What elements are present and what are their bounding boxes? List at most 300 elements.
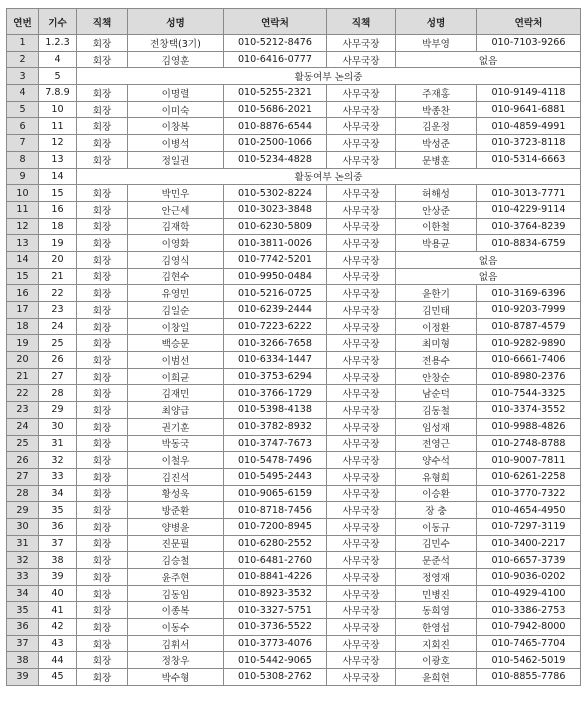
secretary-none-note: 없음 (396, 51, 581, 68)
row-number: 39 (7, 669, 39, 686)
president-name: 진문필 (128, 535, 224, 552)
secretary-name: 한영섭 (396, 619, 477, 636)
secretary-role: 사무국장 (327, 218, 396, 235)
president-name: 박수형 (128, 669, 224, 686)
generation: 29 (39, 402, 77, 419)
president-role: 회장 (77, 435, 128, 452)
secretary-phone: 010-7297-3119 (477, 518, 581, 535)
president-name: 김영훈 (128, 51, 224, 68)
secretary-name: 박부영 (396, 35, 477, 52)
president-role: 회장 (77, 35, 128, 52)
secretary-phone: 010-7942-8000 (477, 619, 581, 636)
activity-note: 활동여부 논의중 (77, 168, 581, 185)
generation: 35 (39, 502, 77, 519)
president-phone: 010-6280-2552 (224, 535, 327, 552)
secretary-name: 이정환 (396, 318, 477, 335)
secretary-role: 사무국장 (327, 135, 396, 152)
president-phone: 010-5212-8476 (224, 35, 327, 52)
president-phone: 010-6416-0777 (224, 51, 327, 68)
president-role: 회장 (77, 452, 128, 469)
secretary-phone: 010-3013-7771 (477, 185, 581, 202)
secretary-role: 사무국장 (327, 418, 396, 435)
table-row (7, 652, 581, 669)
row-number: 20 (7, 352, 39, 369)
generation: 5 (39, 68, 77, 85)
generation: 39 (39, 569, 77, 586)
president-role: 회장 (77, 368, 128, 385)
table-row (7, 235, 581, 252)
secretary-name: 박종찬 (396, 101, 477, 118)
row-number: 29 (7, 502, 39, 519)
secretary-role: 사무국장 (327, 51, 396, 68)
secretary-phone: 010-3374-3552 (477, 402, 581, 419)
table-row (7, 352, 581, 369)
generation: 25 (39, 335, 77, 352)
president-name: 이창복 (128, 118, 224, 135)
generation: 24 (39, 318, 77, 335)
president-name: 김일순 (128, 302, 224, 319)
table-row (7, 51, 581, 68)
president-role: 회장 (77, 251, 128, 268)
secretary-name: 동희영 (396, 602, 477, 619)
president-name: 김휘서 (128, 635, 224, 652)
secretary-name: 윤희현 (396, 669, 477, 686)
secretary-role: 사무국장 (327, 368, 396, 385)
row-number: 3 (7, 68, 39, 85)
row-number: 18 (7, 318, 39, 335)
table-row (7, 251, 581, 268)
table-row (7, 68, 581, 85)
table-row (7, 602, 581, 619)
president-phone: 010-3327-5751 (224, 602, 327, 619)
president-role: 회장 (77, 569, 128, 586)
generation: 23 (39, 302, 77, 319)
president-role: 회장 (77, 669, 128, 686)
secretary-name: 유형희 (396, 468, 477, 485)
table-row (7, 218, 581, 235)
secretary-phone: 010-7544-3325 (477, 385, 581, 402)
secretary-name: 최미형 (396, 335, 477, 352)
president-name: 양병윤 (128, 518, 224, 535)
president-name: 이창일 (128, 318, 224, 335)
generation: 42 (39, 619, 77, 636)
row-number: 12 (7, 218, 39, 235)
president-role: 회장 (77, 268, 128, 285)
generation: 15 (39, 185, 77, 202)
secretary-name: 윤한기 (396, 285, 477, 302)
secretary-role: 사무국장 (327, 118, 396, 135)
table-row (7, 185, 581, 202)
president-phone: 010-5302-8224 (224, 185, 327, 202)
secretary-phone: 010-9007-7811 (477, 452, 581, 469)
generation: 38 (39, 552, 77, 569)
table-row (7, 201, 581, 218)
activity-note: 활동여부 논의중 (77, 68, 581, 85)
row-number: 16 (7, 285, 39, 302)
secretary-role: 사무국장 (327, 402, 396, 419)
row-number: 1 (7, 35, 39, 52)
president-role: 회장 (77, 619, 128, 636)
president-name: 이동수 (128, 619, 224, 636)
table-row (7, 318, 581, 335)
president-name: 김재학 (128, 218, 224, 235)
president-phone: 010-3023-3848 (224, 201, 327, 218)
table-row (7, 35, 581, 52)
secretary-phone: 010-8834-6759 (477, 235, 581, 252)
secretary-name: 안창순 (396, 368, 477, 385)
president-name: 이철우 (128, 452, 224, 469)
president-phone: 010-5442-9065 (224, 652, 327, 669)
secretary-role: 사무국장 (327, 435, 396, 452)
secretary-none-note: 없음 (396, 251, 581, 268)
generation: 16 (39, 201, 77, 218)
secretary-role: 사무국장 (327, 635, 396, 652)
row-number: 6 (7, 118, 39, 135)
president-role: 회장 (77, 635, 128, 652)
president-name: 김재민 (128, 385, 224, 402)
secretary-phone: 010-9282-9890 (477, 335, 581, 352)
president-name: 백승문 (128, 335, 224, 352)
president-phone: 010-5216-0725 (224, 285, 327, 302)
table-row (7, 435, 581, 452)
generation: 14 (39, 168, 77, 185)
row-number: 31 (7, 535, 39, 552)
secretary-name: 임성재 (396, 418, 477, 435)
president-role: 회장 (77, 201, 128, 218)
president-name: 박민우 (128, 185, 224, 202)
president-role: 회장 (77, 418, 128, 435)
generation: 21 (39, 268, 77, 285)
secretary-name: 이광호 (396, 652, 477, 669)
president-role: 회장 (77, 402, 128, 419)
table-row (7, 135, 581, 152)
generation: 37 (39, 535, 77, 552)
president-name: 김동임 (128, 585, 224, 602)
president-name: 박동국 (128, 435, 224, 452)
secretary-role: 사무국장 (327, 318, 396, 335)
secretary-phone: 010-9149-4118 (477, 85, 581, 102)
table-row (7, 619, 581, 636)
secretary-role: 사무국장 (327, 235, 396, 252)
row-number: 19 (7, 335, 39, 352)
generation: 45 (39, 669, 77, 686)
table-row (7, 535, 581, 552)
secretary-phone: 010-9641-6881 (477, 101, 581, 118)
secretary-phone: 010-9036-0202 (477, 569, 581, 586)
president-phone: 010-5234-4828 (224, 151, 327, 168)
generation: 28 (39, 385, 77, 402)
president-phone: 010-7200-8945 (224, 518, 327, 535)
secretary-role: 사무국장 (327, 652, 396, 669)
secretary-phone: 010-8980-2376 (477, 368, 581, 385)
secretary-name: 정영재 (396, 569, 477, 586)
table-row (7, 468, 581, 485)
secretary-role: 사무국장 (327, 502, 396, 519)
president-phone: 010-8923-3532 (224, 585, 327, 602)
secretary-phone: 010-8855-7786 (477, 669, 581, 686)
secretary-name: 전용수 (396, 352, 477, 369)
header-president-name: 성명 (128, 9, 224, 35)
secretary-role: 사무국장 (327, 535, 396, 552)
row-number: 27 (7, 468, 39, 485)
table-row (7, 585, 581, 602)
president-name: 이명렬 (128, 85, 224, 102)
president-phone: 010-8841-4226 (224, 569, 327, 586)
president-role: 회장 (77, 352, 128, 369)
president-name: 이범선 (128, 352, 224, 369)
secretary-phone: 010-2748-8788 (477, 435, 581, 452)
secretary-name: 문준석 (396, 552, 477, 569)
president-name: 김영식 (128, 251, 224, 268)
generation: 32 (39, 452, 77, 469)
table-row (7, 85, 581, 102)
secretary-role: 사무국장 (327, 468, 396, 485)
row-number: 37 (7, 635, 39, 652)
president-name: 이병석 (128, 135, 224, 152)
generation: 41 (39, 602, 77, 619)
president-name: 이영화 (128, 235, 224, 252)
secretary-phone: 010-3400-2217 (477, 535, 581, 552)
secretary-role: 사무국장 (327, 285, 396, 302)
president-name: 이종복 (128, 602, 224, 619)
secretary-role: 사무국장 (327, 485, 396, 502)
row-number: 22 (7, 385, 39, 402)
president-role: 회장 (77, 552, 128, 569)
secretary-name: 남순덕 (396, 385, 477, 402)
president-phone: 010-3753-6294 (224, 368, 327, 385)
president-name: 황성욱 (128, 485, 224, 502)
secretary-name: 박성준 (396, 135, 477, 152)
row-number: 17 (7, 302, 39, 319)
header-president-phone: 연락처 (224, 9, 327, 35)
secretary-role: 사무국장 (327, 518, 396, 535)
secretary-role: 사무국장 (327, 101, 396, 118)
president-name: 이희균 (128, 368, 224, 385)
secretary-name: 주재홍 (396, 85, 477, 102)
row-number: 32 (7, 552, 39, 569)
secretary-role: 사무국장 (327, 602, 396, 619)
president-phone: 010-6334-1447 (224, 352, 327, 369)
president-name: 전창택(3기) (128, 35, 224, 52)
president-phone: 010-5495-2443 (224, 468, 327, 485)
secretary-phone: 010-9203-7999 (477, 302, 581, 319)
secretary-name: 허해성 (396, 185, 477, 202)
president-name: 김승철 (128, 552, 224, 569)
secretary-phone: 010-8787-4579 (477, 318, 581, 335)
generation: 44 (39, 652, 77, 669)
president-role: 회장 (77, 235, 128, 252)
secretary-role: 사무국장 (327, 619, 396, 636)
president-role: 회장 (77, 101, 128, 118)
secretary-role: 사무국장 (327, 452, 396, 469)
president-name: 권기훈 (128, 418, 224, 435)
president-role: 회장 (77, 535, 128, 552)
president-phone: 010-5255-2321 (224, 85, 327, 102)
president-name: 안근세 (128, 201, 224, 218)
president-name: 윤주현 (128, 569, 224, 586)
generation: 13 (39, 151, 77, 168)
row-number: 10 (7, 185, 39, 202)
president-role: 회장 (77, 51, 128, 68)
president-role: 회장 (77, 335, 128, 352)
generation: 33 (39, 468, 77, 485)
president-phone: 010-9950-0484 (224, 268, 327, 285)
secretary-phone: 010-3386-2753 (477, 602, 581, 619)
table-row (7, 168, 581, 185)
generation: 4 (39, 51, 77, 68)
generation: 40 (39, 585, 77, 602)
generation: 43 (39, 635, 77, 652)
secretary-phone: 010-7465-7704 (477, 635, 581, 652)
secretary-phone: 010-3169-6396 (477, 285, 581, 302)
secretary-phone: 010-4859-4991 (477, 118, 581, 135)
header-secretary-role: 직책 (327, 9, 396, 35)
secretary-role: 사무국장 (327, 569, 396, 586)
table-row (7, 669, 581, 686)
generation: 22 (39, 285, 77, 302)
secretary-role: 사무국장 (327, 352, 396, 369)
row-number: 5 (7, 101, 39, 118)
president-phone: 010-3747-7673 (224, 435, 327, 452)
table-row (7, 402, 581, 419)
generation: 34 (39, 485, 77, 502)
president-phone: 010-6239-2444 (224, 302, 327, 319)
president-phone: 010-7223-6222 (224, 318, 327, 335)
row-number: 13 (7, 235, 39, 252)
table-row (7, 268, 581, 285)
president-role: 회장 (77, 135, 128, 152)
row-number: 23 (7, 402, 39, 419)
row-number: 8 (7, 151, 39, 168)
generation: 18 (39, 218, 77, 235)
table-row (7, 368, 581, 385)
table-row (7, 502, 581, 519)
row-number: 7 (7, 135, 39, 152)
secretary-role: 사무국장 (327, 251, 396, 268)
president-phone: 010-5478-7496 (224, 452, 327, 469)
secretary-name: 이동규 (396, 518, 477, 535)
president-phone: 010-3773-4076 (224, 635, 327, 652)
secretary-name: 안상준 (396, 201, 477, 218)
president-role: 회장 (77, 218, 128, 235)
president-phone: 010-6230-5809 (224, 218, 327, 235)
secretary-role: 사무국장 (327, 85, 396, 102)
secretary-role: 사무국장 (327, 302, 396, 319)
generation: 27 (39, 368, 77, 385)
secretary-phone: 010-5314-6663 (477, 151, 581, 168)
secretary-name: 장 충 (396, 502, 477, 519)
secretary-role: 사무국장 (327, 201, 396, 218)
president-phone: 010-3811-0026 (224, 235, 327, 252)
row-number: 35 (7, 602, 39, 619)
generation: 36 (39, 518, 77, 535)
president-role: 회장 (77, 502, 128, 519)
president-name: 김현수 (128, 268, 224, 285)
president-role: 회장 (77, 85, 128, 102)
president-role: 회장 (77, 585, 128, 602)
secretary-role: 사무국장 (327, 669, 396, 686)
row-number: 28 (7, 485, 39, 502)
header-row (7, 9, 581, 35)
table-row (7, 452, 581, 469)
table-row (7, 518, 581, 535)
secretary-phone: 010-5462-5019 (477, 652, 581, 669)
secretary-name: 양수석 (396, 452, 477, 469)
secretary-phone: 010-6261-2258 (477, 468, 581, 485)
row-number: 14 (7, 251, 39, 268)
header-president-role: 직책 (77, 9, 128, 35)
secretary-role: 사무국장 (327, 35, 396, 52)
secretary-phone: 010-9988-4826 (477, 418, 581, 435)
generation: 11 (39, 118, 77, 135)
secretary-name: 김동철 (396, 402, 477, 419)
header-secretary-name: 성명 (396, 9, 477, 35)
president-phone: 010-5308-2762 (224, 669, 327, 686)
generation: 20 (39, 251, 77, 268)
president-role: 회장 (77, 652, 128, 669)
row-number: 30 (7, 518, 39, 535)
secretary-name: 이한철 (396, 218, 477, 235)
secretary-role: 사무국장 (327, 335, 396, 352)
secretary-role: 사무국장 (327, 268, 396, 285)
header-generation: 기수 (39, 9, 77, 35)
table-row (7, 635, 581, 652)
table-row (7, 118, 581, 135)
generation: 1.2.3 (39, 35, 77, 52)
president-role: 회장 (77, 302, 128, 319)
row-number: 2 (7, 51, 39, 68)
table-row (7, 285, 581, 302)
row-number: 36 (7, 619, 39, 636)
table-row (7, 335, 581, 352)
president-name: 정일권 (128, 151, 224, 168)
table-row (7, 485, 581, 502)
secretary-name: 민병진 (396, 585, 477, 602)
president-role: 회장 (77, 318, 128, 335)
contact-table (6, 8, 581, 686)
president-role: 회장 (77, 185, 128, 202)
secretary-name: 김운정 (396, 118, 477, 135)
secretary-name: 김민태 (396, 302, 477, 319)
table-row (7, 418, 581, 435)
secretary-role: 사무국장 (327, 185, 396, 202)
secretary-name: 김민수 (396, 535, 477, 552)
secretary-name: 문병훈 (396, 151, 477, 168)
president-name: 정창우 (128, 652, 224, 669)
president-phone: 010-5398-4138 (224, 402, 327, 419)
table-row (7, 569, 581, 586)
president-role: 회장 (77, 285, 128, 302)
president-role: 회장 (77, 602, 128, 619)
row-number: 21 (7, 368, 39, 385)
president-role: 회장 (77, 151, 128, 168)
generation: 26 (39, 352, 77, 369)
secretary-phone: 010-4929-4100 (477, 585, 581, 602)
generation: 30 (39, 418, 77, 435)
president-role: 회장 (77, 118, 128, 135)
secretary-phone: 010-7103-9266 (477, 35, 581, 52)
row-number: 11 (7, 201, 39, 218)
secretary-name: 전영근 (396, 435, 477, 452)
row-number: 4 (7, 85, 39, 102)
secretary-phone: 010-3723-8118 (477, 135, 581, 152)
table-row (7, 101, 581, 118)
secretary-role: 사무국장 (327, 151, 396, 168)
president-phone: 010-8718-7456 (224, 502, 327, 519)
secretary-phone: 010-4654-4950 (477, 502, 581, 519)
generation: 7.8.9 (39, 85, 77, 102)
generation: 19 (39, 235, 77, 252)
